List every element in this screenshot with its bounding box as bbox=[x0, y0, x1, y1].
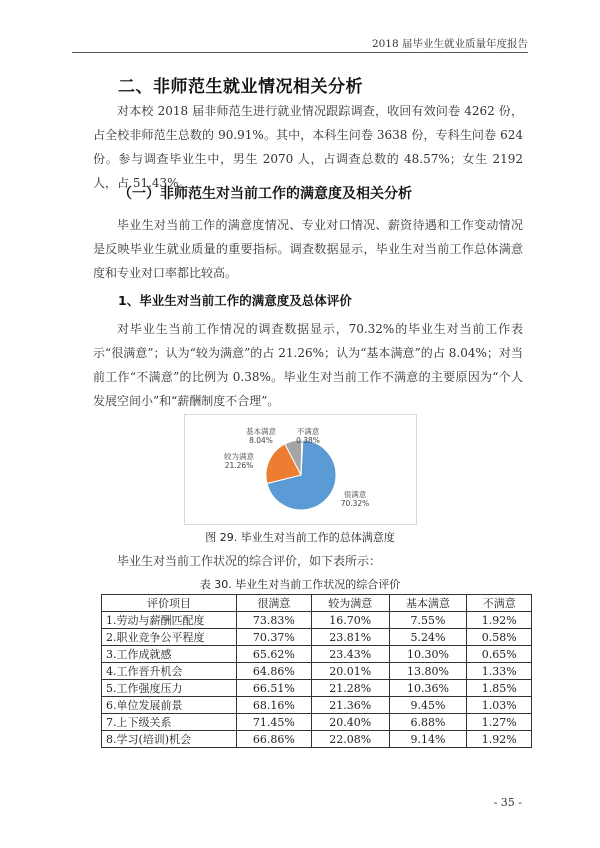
running-header: 2018 届毕业生就业质量年度报告 bbox=[371, 38, 528, 50]
figure-caption: 图 29. 毕业生对当前工作的总体满意度 bbox=[205, 531, 395, 544]
table-cell: 1.33% bbox=[467, 663, 532, 680]
subsubsection-title: 1、毕业生对当前工作的满意度及总体评价 bbox=[118, 293, 352, 308]
intro-paragraph: 对本校 2018 届非师范生进行就业情况跟踪调查，收回有效问卷 4262 份，占全校非师范生总数的 90.91%。其中，本科生问卷 3638 份，专科生问卷 624 份。参与调查毕业生中，男生 2070 人，占调查总数的 48.57%；女生 2192 人，占 51.43%。 bbox=[93, 104, 523, 190]
table-cell: 9.45% bbox=[389, 697, 467, 714]
table-cell: 20.40% bbox=[311, 714, 389, 731]
header-cell-fairly-satisfied: 较为满意 bbox=[311, 595, 389, 612]
table-cell: 4.工作晋升机会 bbox=[102, 663, 237, 680]
satisfaction-paragraph: 对毕业生当前工作情况的调查数据显示，70.32%的毕业生对当前工作表示“很满意”；认为“较为满意”的占 21.26%；认为“基本满意”的占 8.04%；对当前工作“不满意”的比例为 0.38%。毕业生对当前工作不满意的主要原因为“个人发展空间小”和“薪酬制度不合理”。 bbox=[93, 322, 523, 408]
header-cell-item: 评价项目 bbox=[102, 595, 237, 612]
table-row bbox=[102, 680, 532, 697]
table-cell: 66.86% bbox=[237, 731, 312, 748]
table-cell: 71.45% bbox=[237, 714, 312, 731]
header-cell-basically-satisfied: 基本满意 bbox=[389, 595, 467, 612]
table-cell: 65.62% bbox=[237, 646, 312, 663]
table-cell: 66.51% bbox=[237, 680, 312, 697]
table-cell: 16.70% bbox=[311, 612, 389, 629]
table-cell: 0.65% bbox=[467, 646, 532, 663]
table-cell: 21.28% bbox=[311, 680, 389, 697]
table-cell: 5.工作强度压力 bbox=[102, 680, 237, 697]
table-cell: 7.上下级关系 bbox=[102, 714, 237, 731]
evaluation-table bbox=[101, 594, 532, 748]
table-cell: 2.职业竞争公平程度 bbox=[102, 629, 237, 646]
header-rule bbox=[72, 52, 528, 53]
table-cell: 1.劳动与薪酬匹配度 bbox=[102, 612, 237, 629]
table-cell: 23.43% bbox=[311, 646, 389, 663]
pie-slice-value: 21.26% bbox=[224, 461, 254, 470]
table-row bbox=[102, 731, 532, 748]
pie-slice-label: 不满意 bbox=[296, 427, 320, 436]
pie-chart-frame bbox=[184, 414, 417, 525]
table-cell: 1.03% bbox=[467, 697, 532, 714]
table-caption: 表 30. 毕业生对当前工作状况的综合评价 bbox=[199, 578, 401, 591]
table-cell: 6.88% bbox=[389, 714, 467, 731]
table-cell: 1.27% bbox=[467, 714, 532, 731]
table-cell: 21.36% bbox=[311, 697, 389, 714]
pie-slice-value: 0.38% bbox=[296, 436, 320, 445]
table-cell: 13.80% bbox=[389, 663, 467, 680]
table-cell: 10.36% bbox=[389, 680, 467, 697]
table-cell: 1.92% bbox=[467, 612, 532, 629]
table-cell: 5.24% bbox=[389, 629, 467, 646]
table-intro: 毕业生对当前工作状况的综合评价，如下表所示： bbox=[117, 554, 382, 568]
table-row bbox=[102, 714, 532, 731]
satisfaction-pie-chart bbox=[185, 415, 416, 524]
page-number: - 35 - bbox=[493, 796, 522, 809]
pie-slice-value: 8.04% bbox=[249, 436, 273, 445]
table-row bbox=[102, 629, 532, 646]
table-cell: 6.单位发展前景 bbox=[102, 697, 237, 714]
subsection-paragraph: 毕业生对当前工作的满意度情况、专业对口情况、薪资待遇和工作变动情况是反映毕业生就业质量的重要指标。调查数据显示，毕业生对当前工作总体满意度和专业对口率都比较高。 bbox=[93, 218, 523, 280]
table-cell: 70.37% bbox=[237, 629, 312, 646]
table-row bbox=[102, 663, 532, 680]
table-cell: 0.58% bbox=[467, 629, 532, 646]
table-cell: 22.08% bbox=[311, 731, 389, 748]
table-cell: 3.工作成就感 bbox=[102, 646, 237, 663]
table-row bbox=[102, 697, 532, 714]
table-cell: 73.83% bbox=[237, 612, 312, 629]
table-cell: 1.85% bbox=[467, 680, 532, 697]
table-cell: 68.16% bbox=[237, 697, 312, 714]
pie-slice-label: 较为满意 bbox=[224, 452, 254, 461]
table-cell: 23.81% bbox=[311, 629, 389, 646]
pie-slice-label: 很满意 bbox=[343, 490, 367, 499]
table-cell: 8.学习(培训)机会 bbox=[102, 731, 237, 748]
pie-slice-label: 基本满意 bbox=[246, 427, 276, 436]
subsection-title: （一）非师范生对当前工作的满意度及相关分析 bbox=[118, 186, 412, 202]
table-cell: 20.01% bbox=[311, 663, 389, 680]
section-title: 二、非师范生就业情况相关分析 bbox=[118, 77, 363, 97]
table-header-row bbox=[102, 595, 532, 612]
table-cell: 1.92% bbox=[467, 731, 532, 748]
table-row bbox=[102, 646, 532, 663]
header-cell-very-satisfied: 很满意 bbox=[237, 595, 312, 612]
pie-slice-value: 70.32% bbox=[340, 499, 370, 508]
table-cell: 64.86% bbox=[237, 663, 312, 680]
table-row bbox=[102, 612, 532, 629]
table-cell: 9.14% bbox=[389, 731, 467, 748]
table-cell: 7.55% bbox=[389, 612, 467, 629]
header-cell-dissatisfied: 不满意 bbox=[467, 595, 532, 612]
table-cell: 10.30% bbox=[389, 646, 467, 663]
